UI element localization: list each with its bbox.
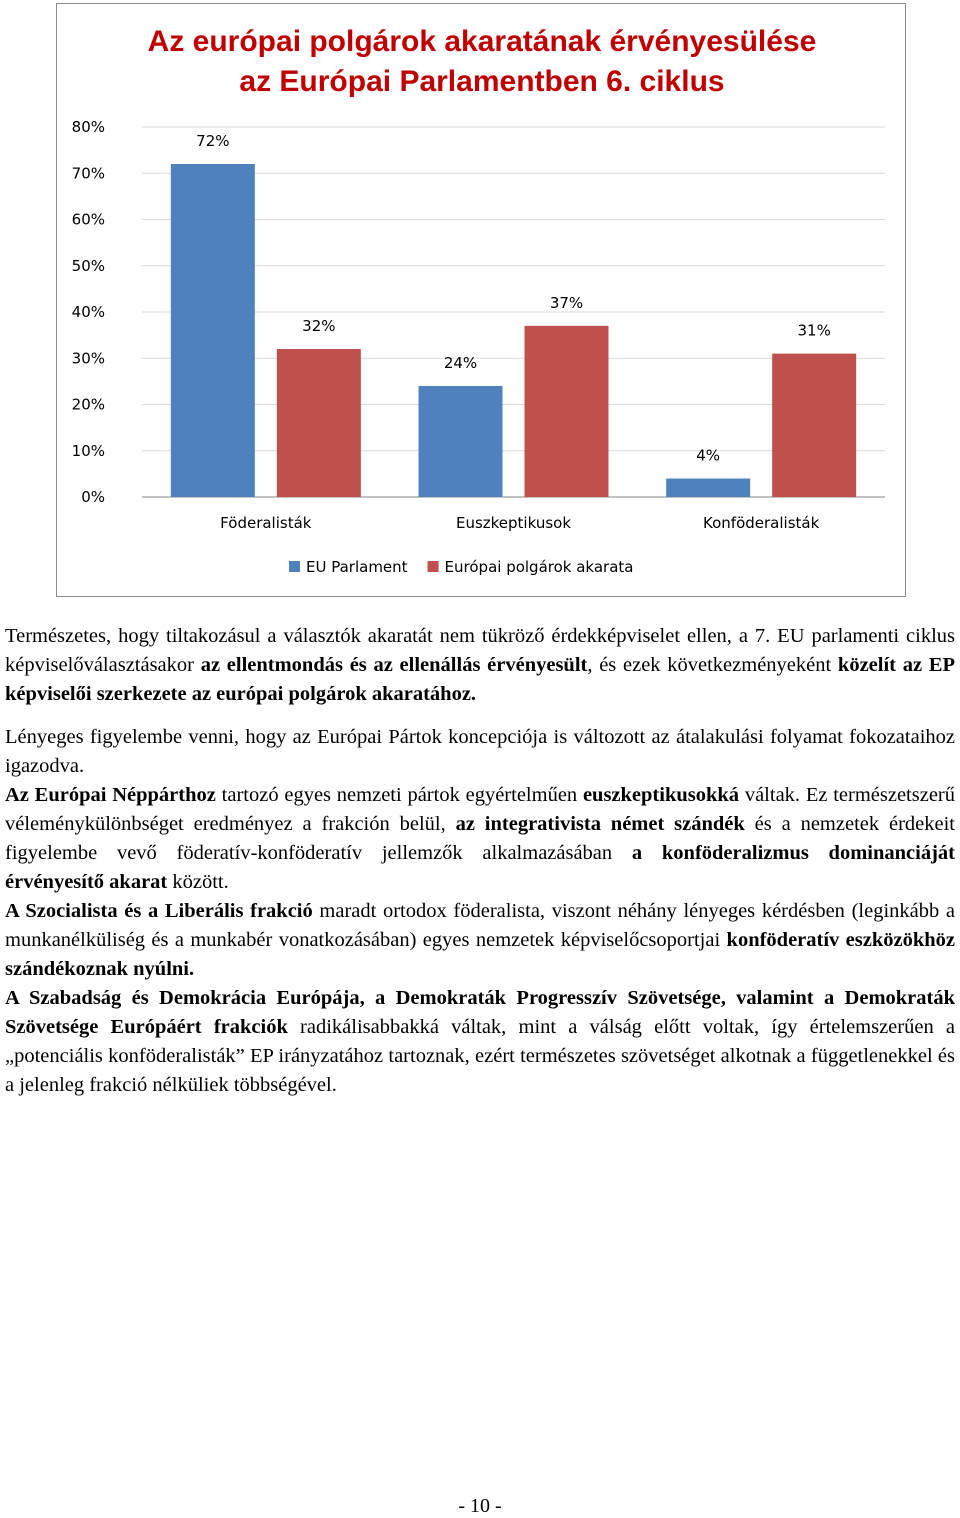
bold-text-segment: a konföderalizmus dominanciáját érvényesítő akarat [5,842,955,893]
legend-swatch [289,561,300,572]
data-label: 24% [443,354,478,372]
bold-text-segment: euszkeptikusokká [582,784,740,806]
paragraph [5,897,955,984]
data-label: 72% [196,132,230,150]
text-segment: váltak. Ez természetszerű véleménykülönbséget eredményez a frakción belül, [5,784,956,835]
y-tick-label: 10% [71,441,105,460]
y-tick-label: 50% [71,256,105,275]
body-text [5,622,955,1100]
y-tick-label: 30% [71,349,105,368]
category-label: Föderalisták [220,514,312,532]
text-segment: között. [167,871,229,893]
legend-swatch [428,561,439,572]
page-number: - 10 - [458,1495,502,1517]
bar-eu-parlament [171,164,255,497]
data-label: 31% [797,321,831,340]
bold-text-segment: az integrativista német szándék [455,813,745,835]
legend-label: EU Parlament [306,558,408,576]
bar-eu-parlament [666,479,750,498]
bold-text-segment: A Szocialista és a Liberális frakció [5,900,313,922]
category-label: Euszkeptikusok [455,514,572,532]
bar-eu-parlament [419,386,503,497]
text-segment: és a nemzetek érdekeit figyelembe vevő föderatív-konföderatív jellemzők alkalmazásában [5,813,955,864]
y-tick-label: 0% [81,488,105,506]
bar-chart [57,4,907,598]
data-label: 4% [696,446,721,465]
text-segment: , és ezek következményeként [587,654,838,676]
text-segment: Természetes, hogy tiltakozásul a választók akaratát nem tükröző érdekképviselet ellen, a 7. EU parlamenti ciklus képviselőválasztásakor [5,625,955,676]
y-tick-label: 70% [71,164,105,183]
category-label: Konföderalisták [703,514,820,532]
data-label: 32% [302,317,336,335]
bar-polgarok-akarata [525,326,609,497]
bar-polgarok-akarata [277,349,361,497]
paragraph [5,723,955,781]
bold-text-segment: konföderatív eszközökhöz szándékoznak nyúlni. [5,929,955,980]
chart-title-line-2: az Európai Parlamentben 6. ciklus [239,65,725,98]
y-tick-label: 20% [71,395,105,414]
bold-text-segment: közelít az EP képviselői szerkezete az európai polgárok akaratához. [5,654,955,705]
y-tick-label: 60% [71,210,105,229]
text-segment: maradt ortodox föderalista, viszont néhány lényeges kérdésben (leginkább a munkanélküliség és a munkabér vonatkozásában) egyes nemzetek képviselőcsoportjai [5,900,956,951]
bold-text-segment: Az Európai Néppárthoz [5,784,216,806]
text-segment: radikálisabbakká váltak, mint a válság előtt voltak, így értelemszerűen a „potenciális konföderalisták” EP irányzatához tartoznak, ezért természetes szövetséget alkotnak a függetlenekkel és a jelenleg frakció nélküliek többségével. [5,1016,955,1096]
bold-text-segment: A Szabadság és Demokrácia Európája, a Demokraták Progresszív Szövetsége, valamint a Demokraták Szövetsége Európáért frakciók [5,987,955,1038]
bar-polgarok-akarata [772,354,856,497]
chart-title-line-1: Az európai polgárok akaratának érvényesülése [147,25,817,58]
text-segment: tartozó egyes nemzeti pártok egyértelműen [215,784,583,806]
legend-label: Európai polgárok akarata [444,558,634,576]
paragraph [5,781,955,897]
chart-container [56,3,906,597]
y-tick-label: 40% [71,303,105,321]
text-segment: Lényeges figyelembe venni, hogy az Európai Pártok koncepciója is változott az átalakulási folyamat fokozataihoz igazodva. [5,726,955,777]
bold-text-segment: az ellentmondás és az ellenállás érvényesült [200,654,588,676]
data-label: 37% [549,293,584,312]
paragraph [5,622,955,709]
y-tick-label: 80% [71,118,105,136]
paragraph [5,984,955,1100]
